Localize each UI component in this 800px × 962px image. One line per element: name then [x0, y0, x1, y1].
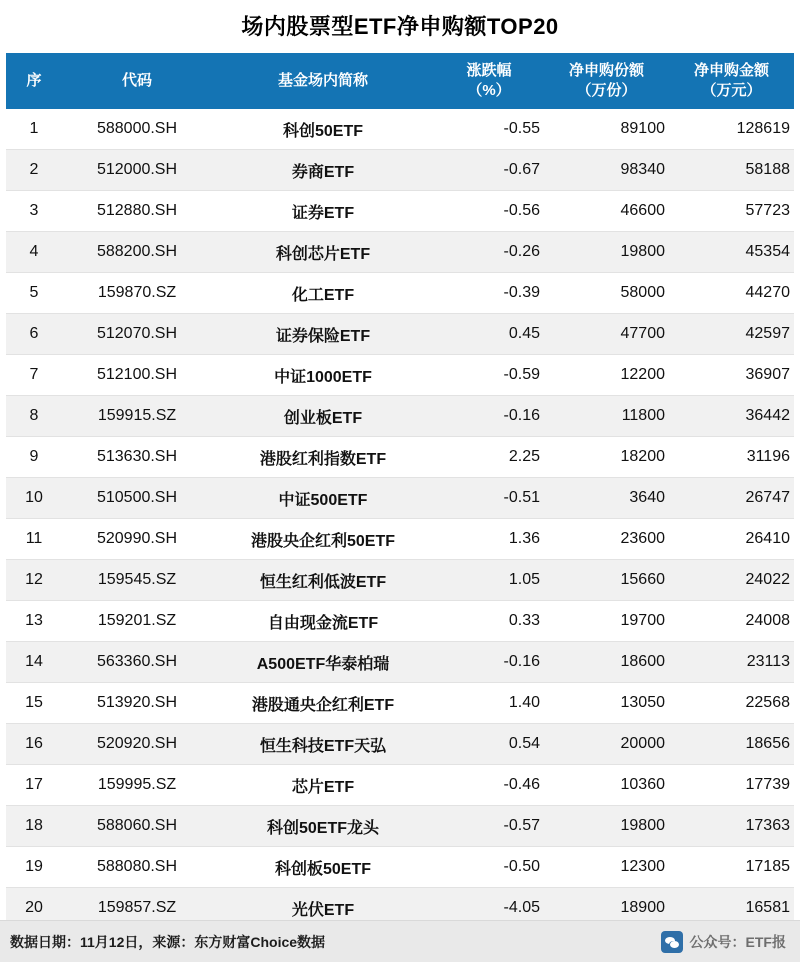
cell-change: 0.33 — [434, 601, 544, 642]
cell-amount: 57723 — [669, 191, 794, 232]
table-row — [6, 519, 794, 560]
cell-index: 12 — [6, 560, 62, 601]
table-body — [6, 109, 794, 929]
cell-change: 0.45 — [434, 314, 544, 355]
cell-index: 15 — [6, 683, 62, 724]
cell-amount: 17739 — [669, 765, 794, 806]
cell-share: 18900 — [544, 888, 669, 929]
cell-change: -0.67 — [434, 150, 544, 191]
cell-code: 520920.SH — [62, 724, 212, 765]
column-header-change — [434, 53, 544, 109]
table-row — [6, 150, 794, 191]
cell-name: 自由现金流ETF — [212, 601, 434, 642]
table-row — [6, 273, 794, 314]
cell-name: 港股红利指数ETF — [212, 437, 434, 478]
table-row — [6, 437, 794, 478]
cell-amount: 24022 — [669, 560, 794, 601]
table-row — [6, 847, 794, 888]
cell-amount: 36907 — [669, 355, 794, 396]
cell-change: -0.56 — [434, 191, 544, 232]
cell-share: 12200 — [544, 355, 669, 396]
cell-index: 2 — [6, 150, 62, 191]
cell-share: 19800 — [544, 806, 669, 847]
data-source-note: 数据日期：11月12日，来源：东方财富Choice数据 — [10, 933, 326, 950]
cell-name: A500ETF华泰柏瑞 — [212, 642, 434, 683]
column-header-change-line1: 涨跌幅 — [466, 62, 512, 79]
column-header-amount-line1: 净申购金额 — [693, 62, 769, 79]
cell-share: 18200 — [544, 437, 669, 478]
page-title: 场内股票型ETF净申购额TOP20 — [241, 14, 559, 39]
cell-code: 513920.SH — [62, 683, 212, 724]
cell-share: 58000 — [544, 273, 669, 314]
cell-amount: 26747 — [669, 478, 794, 519]
cell-amount: 36442 — [669, 396, 794, 437]
table-row — [6, 314, 794, 355]
cell-share: 12300 — [544, 847, 669, 888]
cell-name: 科创板50ETF — [212, 847, 434, 888]
cell-share: 3640 — [544, 478, 669, 519]
cell-index: 6 — [6, 314, 62, 355]
cell-share: 18600 — [544, 642, 669, 683]
cell-index: 7 — [6, 355, 62, 396]
cell-name: 科创50ETF龙头 — [212, 806, 434, 847]
cell-code: 512070.SH — [62, 314, 212, 355]
etf-table — [6, 53, 794, 929]
cell-name: 恒生红利低波ETF — [212, 560, 434, 601]
cell-amount: 128619 — [669, 109, 794, 150]
cell-index: 3 — [6, 191, 62, 232]
cell-name: 科创50ETF — [212, 109, 434, 150]
cell-index: 17 — [6, 765, 62, 806]
cell-name: 恒生科技ETF天弘 — [212, 724, 434, 765]
table-row — [6, 642, 794, 683]
table-row — [6, 683, 794, 724]
cell-code: 512000.SH — [62, 150, 212, 191]
cell-name: 券商ETF — [212, 150, 434, 191]
cell-code: 513630.SH — [62, 437, 212, 478]
cell-share: 11800 — [544, 396, 669, 437]
cell-change: 1.40 — [434, 683, 544, 724]
table-row — [6, 191, 794, 232]
cell-code: 159995.SZ — [62, 765, 212, 806]
cell-change: -0.50 — [434, 847, 544, 888]
table-row — [6, 765, 794, 806]
cell-change: -0.26 — [434, 232, 544, 273]
cell-share: 13050 — [544, 683, 669, 724]
table-row — [6, 560, 794, 601]
cell-change: -0.16 — [434, 396, 544, 437]
wechat-icon — [661, 931, 683, 953]
cell-share: 47700 — [544, 314, 669, 355]
cell-amount: 16581 — [669, 888, 794, 929]
cell-amount: 23113 — [669, 642, 794, 683]
account-credit-label: 公众号：ETF报 — [689, 933, 786, 950]
column-header-share — [544, 53, 669, 109]
cell-share: 46600 — [544, 191, 669, 232]
cell-share: 10360 — [544, 765, 669, 806]
cell-share: 15660 — [544, 560, 669, 601]
cell-name: 科创芯片ETF — [212, 232, 434, 273]
cell-code: 159545.SZ — [62, 560, 212, 601]
cell-index: 20 — [6, 888, 62, 929]
cell-code: 159915.SZ — [62, 396, 212, 437]
cell-amount: 44270 — [669, 273, 794, 314]
cell-change: 1.36 — [434, 519, 544, 560]
cell-share: 89100 — [544, 109, 669, 150]
column-header-share-line2: （万份） — [576, 82, 637, 99]
cell-change: -0.51 — [434, 478, 544, 519]
column-header-code: 代码 — [62, 53, 212, 109]
cell-code: 512100.SH — [62, 355, 212, 396]
table-row — [6, 232, 794, 273]
cell-code: 159857.SZ — [62, 888, 212, 929]
cell-code: 512880.SH — [62, 191, 212, 232]
cell-amount: 31196 — [669, 437, 794, 478]
cell-index: 11 — [6, 519, 62, 560]
cell-share: 19700 — [544, 601, 669, 642]
cell-change: -0.39 — [434, 273, 544, 314]
cell-amount: 17363 — [669, 806, 794, 847]
cell-code: 588000.SH — [62, 109, 212, 150]
cell-code: 588080.SH — [62, 847, 212, 888]
column-header-amount — [669, 53, 794, 109]
cell-change: -0.57 — [434, 806, 544, 847]
column-header-index: 序 — [6, 53, 62, 109]
cell-index: 8 — [6, 396, 62, 437]
cell-index: 10 — [6, 478, 62, 519]
cell-change: 2.25 — [434, 437, 544, 478]
cell-change: -0.55 — [434, 109, 544, 150]
cell-share: 23600 — [544, 519, 669, 560]
cell-name: 港股央企红利50ETF — [212, 519, 434, 560]
cell-change: -0.46 — [434, 765, 544, 806]
cell-share: 98340 — [544, 150, 669, 191]
cell-amount: 45354 — [669, 232, 794, 273]
cell-name: 创业板ETF — [212, 396, 434, 437]
cell-share: 20000 — [544, 724, 669, 765]
cell-code: 563360.SH — [62, 642, 212, 683]
cell-index: 16 — [6, 724, 62, 765]
cell-index: 4 — [6, 232, 62, 273]
cell-name: 港股通央企红利ETF — [212, 683, 434, 724]
cell-code: 520990.SH — [62, 519, 212, 560]
table-row — [6, 601, 794, 642]
cell-index: 14 — [6, 642, 62, 683]
cell-name: 证券ETF — [212, 191, 434, 232]
table-header-row — [6, 53, 794, 109]
table-row — [6, 396, 794, 437]
cell-name: 芯片ETF — [212, 765, 434, 806]
cell-index: 19 — [6, 847, 62, 888]
cell-amount: 22568 — [669, 683, 794, 724]
cell-name: 中证500ETF — [212, 478, 434, 519]
cell-code: 510500.SH — [62, 478, 212, 519]
cell-name: 中证1000ETF — [212, 355, 434, 396]
cell-amount: 24008 — [669, 601, 794, 642]
cell-amount: 18656 — [669, 724, 794, 765]
column-header-share-line1: 净申购份额 — [568, 62, 644, 79]
cell-change: 1.05 — [434, 560, 544, 601]
cell-change: 0.54 — [434, 724, 544, 765]
cell-name: 化工ETF — [212, 273, 434, 314]
cell-index: 13 — [6, 601, 62, 642]
table-row — [6, 355, 794, 396]
table-row — [6, 806, 794, 847]
column-header-name: 基金场内简称 — [212, 53, 434, 109]
cell-change: -0.16 — [434, 642, 544, 683]
cell-code: 159870.SZ — [62, 273, 212, 314]
column-header-change-line2: （%） — [467, 82, 511, 99]
table-row — [6, 109, 794, 150]
cell-index: 18 — [6, 806, 62, 847]
cell-name: 证券保险ETF — [212, 314, 434, 355]
cell-code: 588200.SH — [62, 232, 212, 273]
cell-change: -4.05 — [434, 888, 544, 929]
cell-change: -0.59 — [434, 355, 544, 396]
column-header-amount-line2: （万元） — [701, 82, 762, 99]
cell-amount: 42597 — [669, 314, 794, 355]
cell-index: 5 — [6, 273, 62, 314]
cell-share: 19800 — [544, 232, 669, 273]
cell-name: 光伏ETF — [212, 888, 434, 929]
account-credit — [661, 931, 786, 953]
cell-code: 588060.SH — [62, 806, 212, 847]
cell-code: 159201.SZ — [62, 601, 212, 642]
footer-bar — [0, 920, 800, 962]
cell-amount: 58188 — [669, 150, 794, 191]
table-row — [6, 478, 794, 519]
table-header — [6, 53, 794, 109]
cell-index: 9 — [6, 437, 62, 478]
table-row — [6, 724, 794, 765]
cell-amount: 26410 — [669, 519, 794, 560]
cell-index: 1 — [6, 109, 62, 150]
cell-amount: 17185 — [669, 847, 794, 888]
